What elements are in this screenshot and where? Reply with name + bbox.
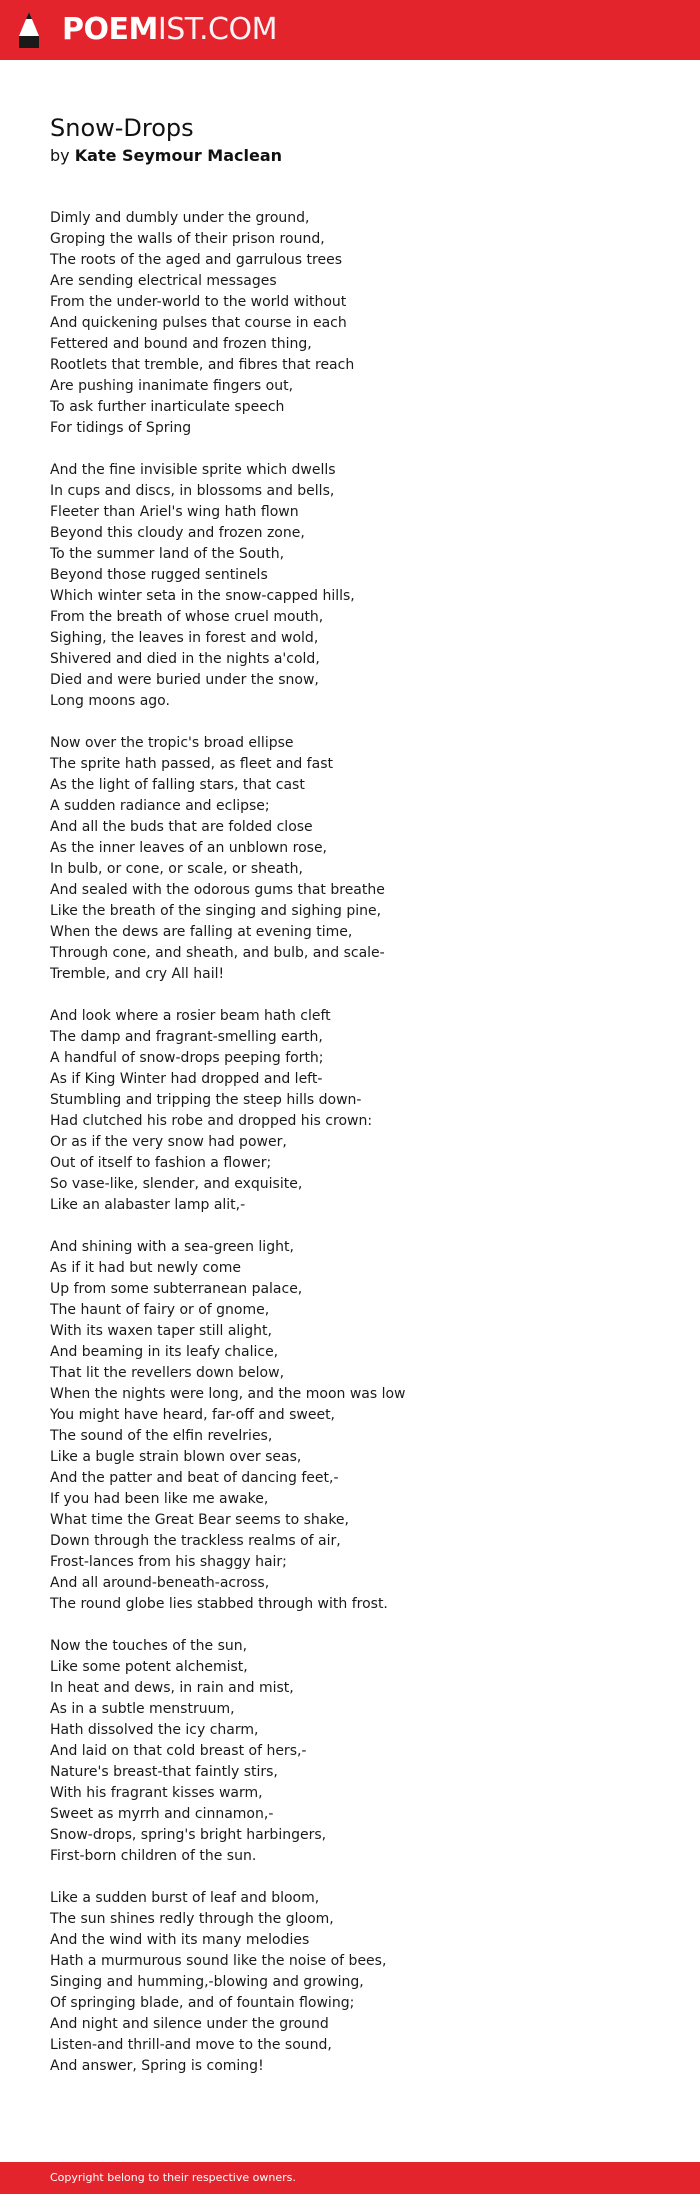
poem-line: Stumbling and tripping the steep hills down- xyxy=(50,1092,362,1108)
poem-line: As if it had but newly come xyxy=(50,1260,241,1276)
poem-line: The roots of the aged and garrulous trees xyxy=(50,252,343,268)
poem-line: And beaming in its leafy chalice, xyxy=(50,1344,279,1360)
poem-line: To the summer land of the South, xyxy=(50,546,285,562)
poem-line: Out of itself to fashion a flower; xyxy=(50,1155,272,1171)
poem-line: And sealed with the odorous gums that breathe xyxy=(50,882,385,898)
poem-line: And the fine invisible sprite which dwells xyxy=(50,462,336,478)
poem-stanza xyxy=(50,1888,660,2077)
poem-line: And shining with a sea-green light, xyxy=(50,1239,294,1255)
poem-line: Through cone, and sheath, and bulb, and scale- xyxy=(50,945,385,961)
poem-line: And night and silence under the ground xyxy=(50,2016,329,2032)
poem-line: Dimly and dumbly under the ground, xyxy=(50,210,310,226)
poem-title: Snow-Drops xyxy=(50,114,194,142)
poem-line: In bulb, or cone, or scale, or sheath, xyxy=(50,861,303,877)
poem-line: With his fragrant kisses warm, xyxy=(50,1785,263,1801)
poem-stanza xyxy=(50,1006,660,1216)
poem-line: Shivered and died in the nights a'cold, xyxy=(50,651,320,667)
poem-line: As the light of falling stars, that cast xyxy=(50,777,305,793)
poem-line: Listen-and thrill-and move to the sound, xyxy=(50,2037,332,2053)
poem-line: Like an alabaster lamp alit,- xyxy=(50,1197,246,1213)
poem-line: Like a bugle strain blown over seas, xyxy=(50,1449,302,1465)
site-logo-link[interactable] xyxy=(16,10,277,50)
poem-line: A handful of snow-drops peeping forth; xyxy=(50,1050,324,1066)
poem-line: Nature's breast-that faintly stirs, xyxy=(50,1764,278,1780)
footer-copyright: Copyright belong to their respective owners. xyxy=(50,2171,296,2184)
poem-line: Hath a murmurous sound like the noise of bees, xyxy=(50,1953,387,1969)
poem-line: Tremble, and cry All hail! xyxy=(50,966,225,982)
poem-line: In cups and discs, in blossoms and bells, xyxy=(50,483,335,499)
poem-line: And the patter and beat of dancing feet,- xyxy=(50,1470,339,1486)
poem-line: Down through the trackless realms of air, xyxy=(50,1533,341,1549)
poem-line: And laid on that cold breast of hers,- xyxy=(50,1743,307,1759)
poem-line: In heat and dews, in rain and mist, xyxy=(50,1680,294,1696)
poem-line: Long moons ago. xyxy=(50,693,170,709)
poem-line: And all around-beneath-across, xyxy=(50,1575,270,1591)
poem-line: Fleeter than Ariel's wing hath flown xyxy=(50,504,299,520)
poem-line: First-born children of the sun. xyxy=(50,1848,257,1864)
poem-line: When the dews are falling at evening time, xyxy=(50,924,353,940)
poem-line: Had clutched his robe and dropped his crown: xyxy=(50,1113,373,1129)
site-logo-text xyxy=(62,10,277,50)
poem-line: Like some potent alchemist, xyxy=(50,1659,248,1675)
poem-line: What time the Great Bear seems to shake, xyxy=(50,1512,349,1528)
poem-line: From the breath of whose cruel mouth, xyxy=(50,609,324,625)
poem-line: That lit the revellers down below, xyxy=(50,1365,285,1381)
poem-line: The sprite hath passed, as fleet and fast xyxy=(50,756,333,772)
poem-line: To ask further inarticulate speech xyxy=(50,399,285,415)
poem-line: Of springing blade, and of fountain flowing; xyxy=(50,1995,355,2011)
poem-line: Like the breath of the singing and sighing pine, xyxy=(50,903,382,919)
poem-line: For tidings of Spring xyxy=(50,420,192,436)
poem-line: Like a sudden burst of leaf and bloom, xyxy=(50,1890,320,1906)
poem-line: When the nights were long, and the moon was low xyxy=(50,1386,406,1402)
poem-line: Now the touches of the sun, xyxy=(50,1638,248,1654)
poem-line: Singing and humming,-blowing and growing, xyxy=(50,1974,364,1990)
poem-line: Or as if the very snow had power, xyxy=(50,1134,287,1150)
poem-line: Frost-lances from his shaggy hair; xyxy=(50,1554,287,1570)
poem-line: The damp and fragrant-smelling earth, xyxy=(50,1029,323,1045)
byline-by-label: by xyxy=(50,146,70,165)
poem-line: Hath dissolved the icy charm, xyxy=(50,1722,259,1738)
poem-stanza xyxy=(50,1237,660,1615)
poem-stanza xyxy=(50,1636,660,1867)
logo-text-bold: POEM xyxy=(62,12,158,47)
site-header xyxy=(0,0,700,60)
poem-line: And the wind with its many melodies xyxy=(50,1932,310,1948)
pencil-logo-icon xyxy=(16,10,42,50)
poem-line: With its waxen taper still alight, xyxy=(50,1323,272,1339)
poem-stanza xyxy=(50,208,660,439)
poem-body xyxy=(50,208,660,2077)
poem-line: Sighing, the leaves in forest and wold, xyxy=(50,630,319,646)
poem-line: Groping the walls of their prison round, xyxy=(50,231,325,247)
poem-line: Now over the tropic's broad ellipse xyxy=(50,735,294,751)
poem-line: And all the buds that are folded close xyxy=(50,819,313,835)
poem-line: Rootlets that tremble, and fibres that reach xyxy=(50,357,355,373)
poem-line: And answer, Spring is coming! xyxy=(50,2058,264,2074)
poem-line: The sound of the elfin revelries, xyxy=(50,1428,273,1444)
poem-stanza xyxy=(50,733,660,985)
poem-line: So vase-like, slender, and exquisite, xyxy=(50,1176,303,1192)
poem-line: And quickening pulses that course in each xyxy=(50,315,347,331)
poem-line: Beyond those rugged sentinels xyxy=(50,567,268,583)
poem-author: Kate Seymour Maclean xyxy=(74,146,283,165)
poem-line: The round globe lies stabbed through with frost. xyxy=(50,1596,388,1612)
poem-line: Beyond this cloudy and frozen zone, xyxy=(50,525,305,541)
logo-text-light: IST.COM xyxy=(157,12,277,47)
poem-stanza xyxy=(50,460,660,712)
poem-line: And look where a rosier beam hath cleft xyxy=(50,1008,331,1024)
poem-line: Died and were buried under the snow, xyxy=(50,672,319,688)
poem-line: Snow-drops, spring's bright harbingers, xyxy=(50,1827,327,1843)
poem-line: The sun shines redly through the gloom, xyxy=(50,1911,334,1927)
poem-line: Are sending electrical messages xyxy=(50,273,277,289)
poem-line: A sudden radiance and eclipse; xyxy=(50,798,270,814)
poem-line: Sweet as myrrh and cinnamon,- xyxy=(50,1806,274,1822)
poem-article xyxy=(50,112,660,2098)
poem-line: As if King Winter had dropped and left- xyxy=(50,1071,323,1087)
site-footer xyxy=(0,2162,700,2194)
poem-line: Up from some subterranean palace, xyxy=(50,1281,303,1297)
poem-line: From the under-world to the world without xyxy=(50,294,347,310)
poem-line: Which winter seta in the snow-capped hills, xyxy=(50,588,355,604)
poem-byline xyxy=(50,144,660,168)
poem-line: The haunt of fairy or of gnome, xyxy=(50,1302,270,1318)
poem-line: As the inner leaves of an unblown rose, xyxy=(50,840,328,856)
poem-line: Fettered and bound and frozen thing, xyxy=(50,336,312,352)
poem-line: If you had been like me awake, xyxy=(50,1491,269,1507)
poem-line: You might have heard, far-off and sweet, xyxy=(50,1407,336,1423)
poem-line: Are pushing inanimate fingers out, xyxy=(50,378,294,394)
poem-line: As in a subtle menstruum, xyxy=(50,1701,235,1717)
